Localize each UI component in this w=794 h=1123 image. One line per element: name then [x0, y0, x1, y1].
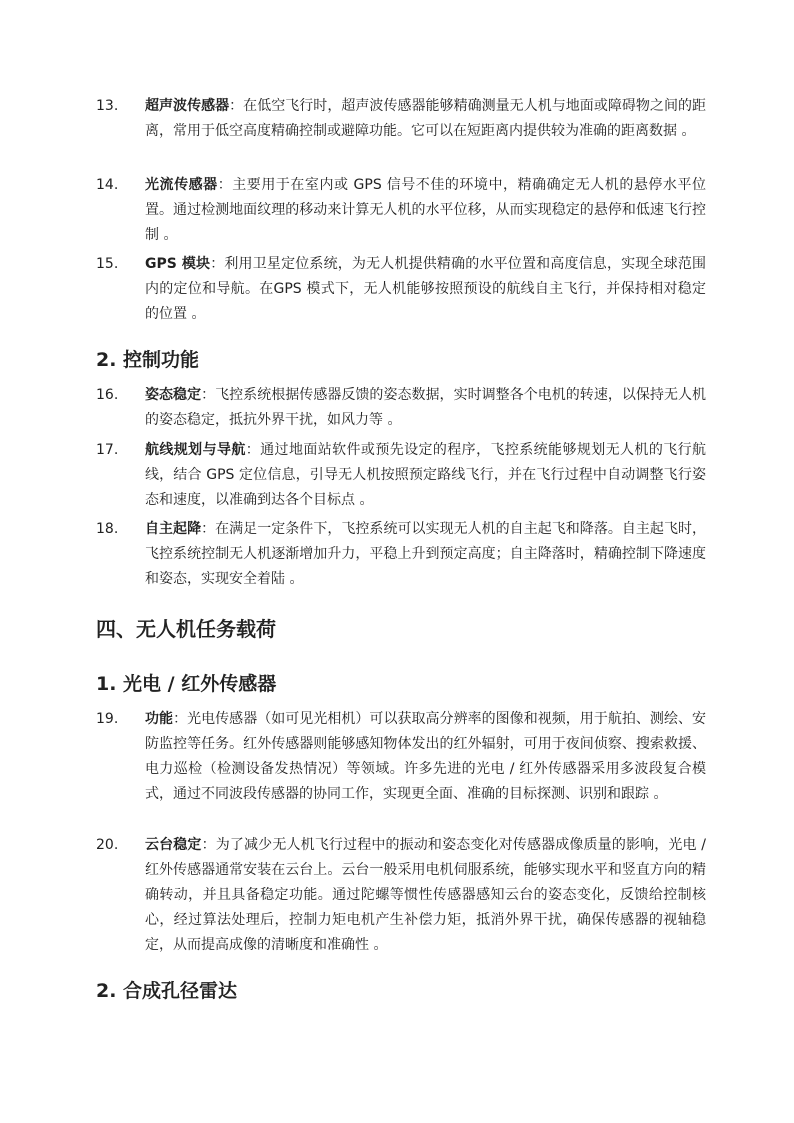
list-item — [96, 833, 706, 958]
item-body: ：主要用于在室内或 GPS 信号不佳的环境中，精确确定无人机的悬停水平位置。通过检测地面纹理的移动来计算无人机的水平位移，从而实现稳定的悬停和低速飞行控制 。 — [145, 177, 707, 243]
list-item — [96, 94, 706, 144]
item-term: 自主起降 — [145, 521, 202, 537]
item-term: 超声波传感器 — [145, 98, 230, 114]
item-text — [145, 833, 706, 958]
item-body: ：利用卫星定位系统，为无人机提供精确的水平位置和高度信息，实现全球范围内的定位和导航。在GPS 模式下，无人机能够按照预设的航线自主飞行，并保持相对稳定的位置 。 — [145, 256, 706, 322]
item-term: 光流传感器 — [145, 177, 218, 193]
item-body: ：光电传感器（如可见光相机）可以获取高分辨率的图像和视频，用于航拍、测绘、安防监控等任务。红外传感器则能够感知物体发出的红外辐射，可用于夜间侦察、搜索救援、电力巡检（检测设备发热情况）等领域。许多先进的光电 / 红外传感器采用多波段复合模式，通过不同波段传感器的协同工作，实现更全面、准确的目标探测、识别和跟踪 。 — [145, 711, 707, 802]
item-term: 功能 — [145, 711, 174, 727]
item-text — [145, 252, 706, 327]
item-number: 15. — [96, 256, 119, 272]
list-item — [96, 252, 706, 327]
item-body: ：为了减少无人机飞行过程中的振动和姿态变化对传感器成像质量的影响，光电 / 红外传感器通常安装在云台上。云台一般采用电机伺服系统，能够实现水平和竖直方向的精确转动，并且具备稳定功能。通过陀螺等惯性传感器感知云台的姿态变化，反馈给控制核心，经过算法处理后，控制力矩电机产生补偿力矩，抵消外界干扰，确保传感器的视轴稳定，从而提高成像的清晰度和准确性 。 — [145, 837, 707, 953]
list-item — [96, 383, 706, 433]
item-number: 13. — [96, 98, 119, 114]
item-body: ：通过地面站软件或预先设定的程序，飞控系统能够规划无人机的飞行航线，结合 GPS 定位信息，引导无人机按照预定路线飞行，并在飞行过程中自动调整飞行姿态和速度，以准确到达各个目标点 。 — [145, 442, 707, 508]
item-term: 云台稳定 — [145, 837, 202, 853]
item-number: 18. — [96, 521, 119, 537]
section-heading-optical: 1. 光电 / 红外传感器 — [96, 673, 277, 695]
item-number: 19. — [96, 711, 119, 727]
item-term: GPS 模块 — [145, 256, 211, 272]
item-term: 姿态稳定 — [145, 387, 202, 403]
item-term: 航线规划与导航 — [145, 442, 246, 458]
chapter-heading-payload: 四、无人机任务载荷 — [96, 617, 276, 641]
item-text — [145, 383, 706, 433]
section-heading-sar: 2. 合成孔径雷达 — [96, 980, 238, 1002]
item-number: 17. — [96, 442, 119, 458]
list-item — [96, 707, 706, 807]
item-body: ：在低空飞行时，超声波传感器能够精确测量无人机与地面或障碍物之间的距离，常用于低空高度精确控制或避障功能。它可以在短距离内提供较为准确的距离数据 。 — [145, 98, 707, 139]
item-text — [145, 707, 706, 807]
item-body: ：飞控系统根据传感器反馈的姿态数据，实时调整各个电机的转速，以保持无人机的姿态稳定，抵抗外界干扰，如风力等 。 — [145, 387, 707, 428]
item-number: 20. — [96, 837, 119, 853]
item-text — [145, 438, 706, 513]
item-text — [145, 173, 706, 248]
item-text — [145, 517, 706, 592]
item-number: 16. — [96, 387, 119, 403]
list-item — [96, 173, 706, 248]
section-heading-control: 2. 控制功能 — [96, 349, 200, 371]
list-item — [96, 517, 706, 592]
list-item — [96, 438, 706, 513]
item-body: ：在满足一定条件下，飞控系统可以实现无人机的自主起飞和降落。自主起飞时，飞控系统控制无人机逐渐增加升力，平稳上升到预定高度；自主降落时，精确控制下降速度和姿态，实现安全着陆 。 — [145, 521, 707, 587]
item-number: 14. — [96, 177, 119, 193]
item-text — [145, 94, 706, 144]
